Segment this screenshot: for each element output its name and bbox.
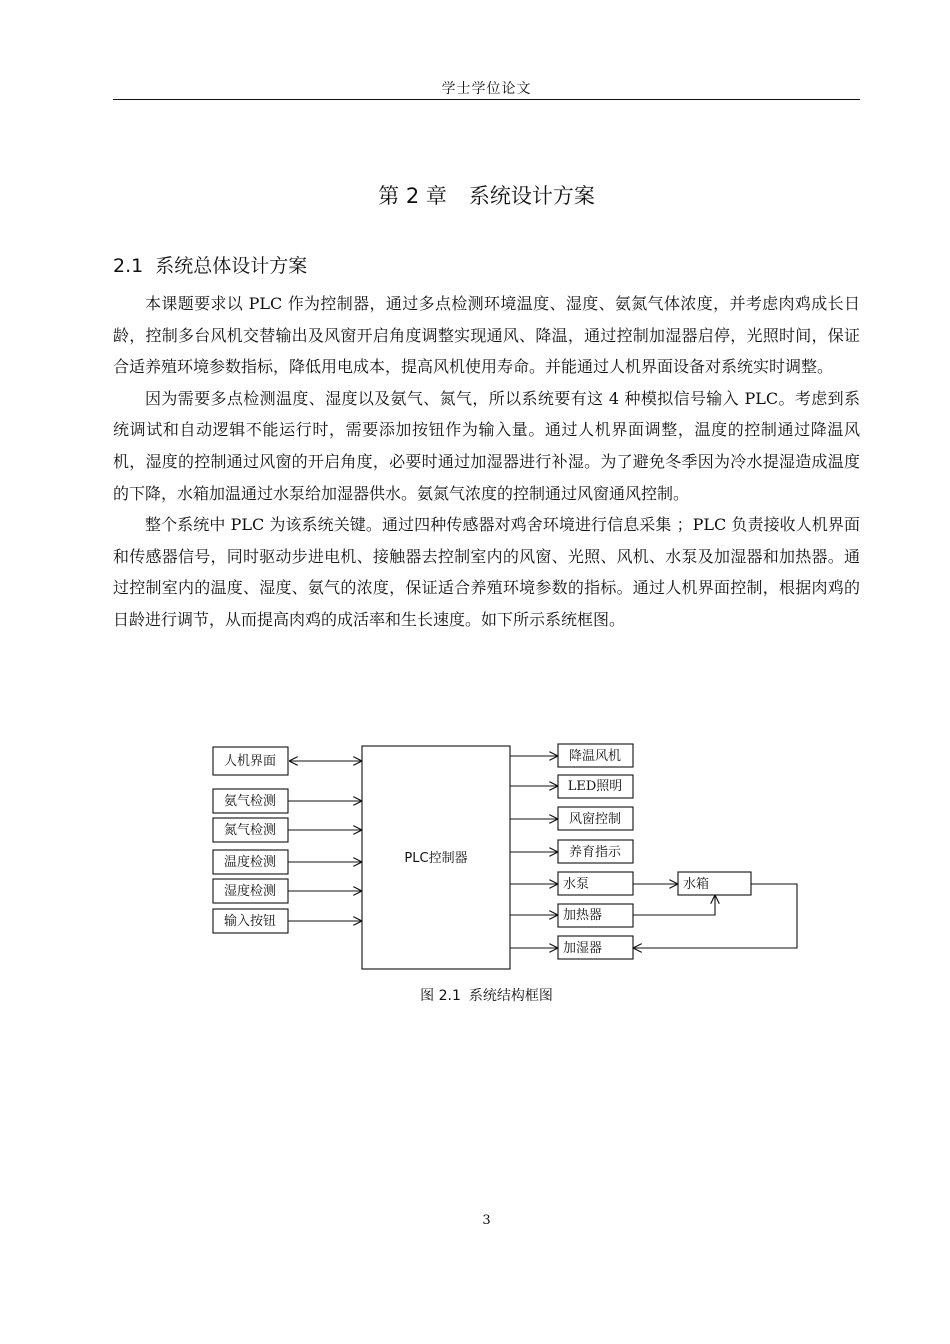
output-label: 加湿器 — [563, 941, 603, 956]
body-text — [113, 288, 860, 636]
page-number: 3 — [482, 1213, 491, 1228]
output-label: 养育指示 — [568, 845, 622, 860]
input-label: 温度检测 — [223, 855, 277, 870]
plc-label: PLC控制器 — [404, 851, 468, 866]
heater-to-tank-arrow — [633, 895, 715, 915]
output-label: 加热器 — [563, 908, 603, 923]
section-number: 2.1 — [113, 255, 144, 277]
input-label: 氨气检测 — [223, 794, 277, 809]
figure-title: 系统结构框图 — [468, 988, 553, 1004]
figure-caption — [113, 985, 860, 1005]
paragraph: 因为需要多点检测温度、湿度以及氨气、氮气，所以系统要有这 4 种模拟信号输入 PLC。考虑到系统调试和自动逻辑不能运行时，需要添加按钮作为输入量。通过人机界面调整，温度的控制通过降温风机，湿度的控制通过风窗的开启角度，必要时通过加湿器进行补湿。为了避免冬季因为冷水提湿造成温度的下降，水箱加温通过水泵给加湿器供水。氨氮气浓度的控制通过风窗通风控制。 — [113, 388, 860, 503]
output-label: 降温风机 — [568, 749, 622, 764]
chapter-title — [113, 180, 860, 210]
input-label: 氮气检测 — [223, 823, 277, 838]
paragraph: 整个系统中 PLC 为该系统关键。通过四种传感器对鸡舍环境进行信息采集 ；PLC 负责接收人机界面和传感器信号，同时驱动步进电机、接触器去控制室内的风窗、光照、风机、水泵及加湿器和加热器。通过控制室内的温度、湿度、氨气的浓度，保证适合养殖环境参数的指标。通过人机界面控制，根据肉鸡的日龄进行调节，从而提高肉鸡的成活率和生长速度。如下所示系统框图。 — [113, 515, 860, 629]
chapter-name: 系统设计方案 — [468, 184, 595, 208]
input-label: 湿度检测 — [223, 884, 277, 899]
input-label: 输入按钮 — [223, 914, 277, 929]
section-title: 系统总体设计方案 — [155, 255, 308, 277]
output-label: LED照明 — [567, 779, 623, 794]
tank-to-humidifier-arrow — [633, 884, 797, 948]
system-block-diagram — [205, 738, 805, 982]
running-header: 学士学位论文 — [441, 81, 532, 97]
hmi-label: 人机界面 — [223, 754, 277, 769]
section-heading — [113, 251, 307, 278]
figure-number: 图 2.1 — [420, 988, 461, 1004]
paragraph: 本课题要求以 PLC 作为控制器，通过多点检测环境温度、湿度、氨氮气体浓度，并考虑肉鸡成长日龄，控制多台风机交替输出及风窗开启角度调整实现通风、降温，通过控制加湿器启停，光照时间，保证合适养殖环境参数指标，降低用电成本，提高风机使用寿命。并能通过人机界面设备对系统实时调整。 — [113, 294, 860, 377]
output-label: 风窗控制 — [568, 812, 622, 827]
tank-label: 水箱 — [683, 877, 710, 892]
output-label: 水泵 — [563, 877, 590, 892]
header-rule — [113, 99, 860, 100]
chapter-number: 第 2 章 — [378, 184, 447, 208]
